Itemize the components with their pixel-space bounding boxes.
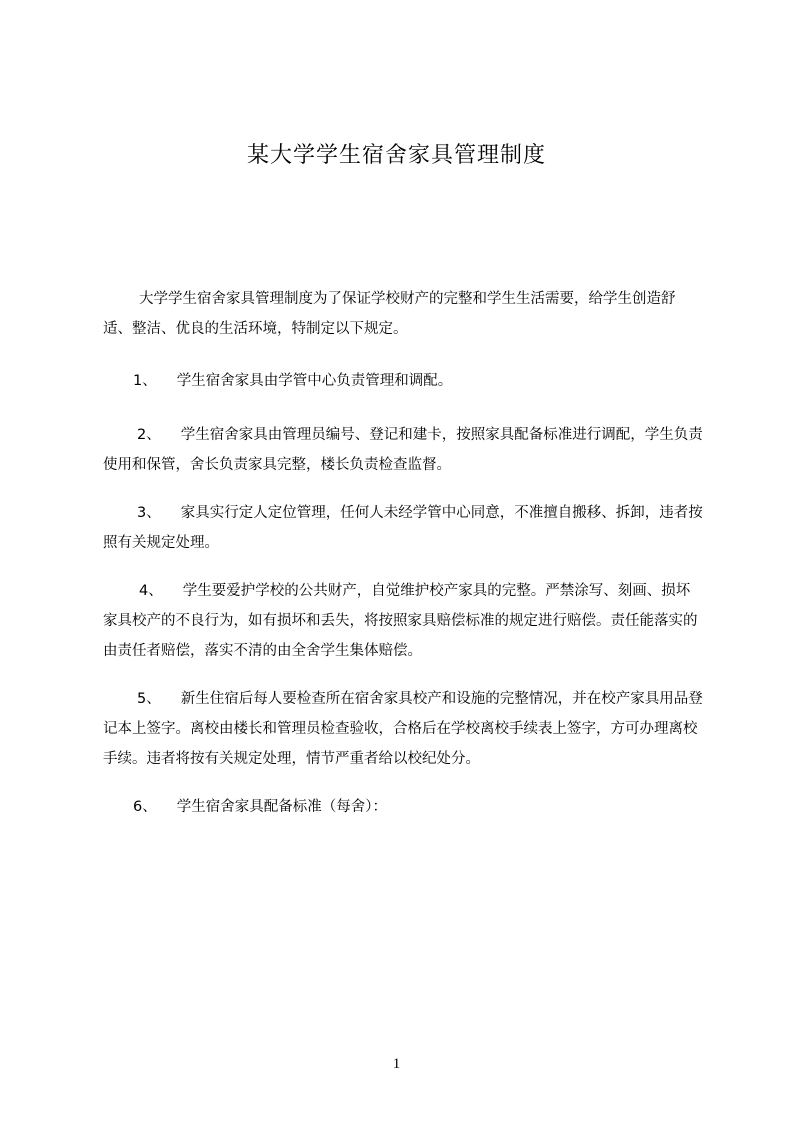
intro-paragraph: 大学学生宿舍家具管理制度为了保证学校财产的完整和学生生活需要，给学生创造舒适、整洁、优良的生活环境，特制定以下规定。 — [103, 291, 676, 337]
rule-number: 1、 — [133, 373, 157, 389]
rule-item-2 — [103, 420, 703, 480]
rule-text: 学生要爱护学校的公共财产，自觉维护校产家具的完整。严禁涂写、刻画、损坏家具校产的不良行为，如有损坏和丢失，将按照家具赔偿标准的规定进行赔偿。责任能落实的由责任者赔偿，落实不清的由全舍学生集体赔偿。 — [103, 583, 698, 659]
rule-item-3 — [103, 498, 703, 558]
page-number: 1 — [392, 1056, 401, 1072]
rule-number: 2、 — [137, 427, 161, 443]
rule-item-6 — [103, 792, 703, 822]
rule-number: 3、 — [137, 505, 161, 521]
rule-text: 新生住宿后每人要检查所在宿舍家具校产和设施的完整情况，并在校产家具用品登记本上签字。离校由楼长和管理员检查验收，合格后在学校离校手续表上签字，方可办理离校手续。违者将按有关规定处理，情节严重者给以校纪处分。 — [103, 691, 703, 767]
rule-number: 4、 — [139, 583, 163, 599]
rule-text: 家具实行定人定位管理，任何人未经学管中心同意，不准擅自搬移、拆卸，违者按照有关规定处理。 — [103, 505, 703, 551]
rule-text: 学生宿舍家具由管理员编号、登记和建卡，按照家具配备标准进行调配，学生负责使用和保管，舍长负责家具完整，楼长负责检查监督。 — [103, 427, 703, 473]
document-title: 某大学学生宿舍家具管理制度 — [246, 143, 546, 168]
rule-number: 6、 — [133, 799, 157, 815]
rule-text: 学生宿舍家具配备标准（每舍）： — [176, 799, 387, 815]
rule-item-4 — [103, 576, 703, 666]
rule-number: 5、 — [137, 691, 161, 707]
rule-text: 学生宿舍家具由学管中心负责管理和调配。 — [176, 373, 453, 389]
rule-item-5 — [103, 684, 703, 774]
rule-item-1 — [103, 366, 703, 396]
